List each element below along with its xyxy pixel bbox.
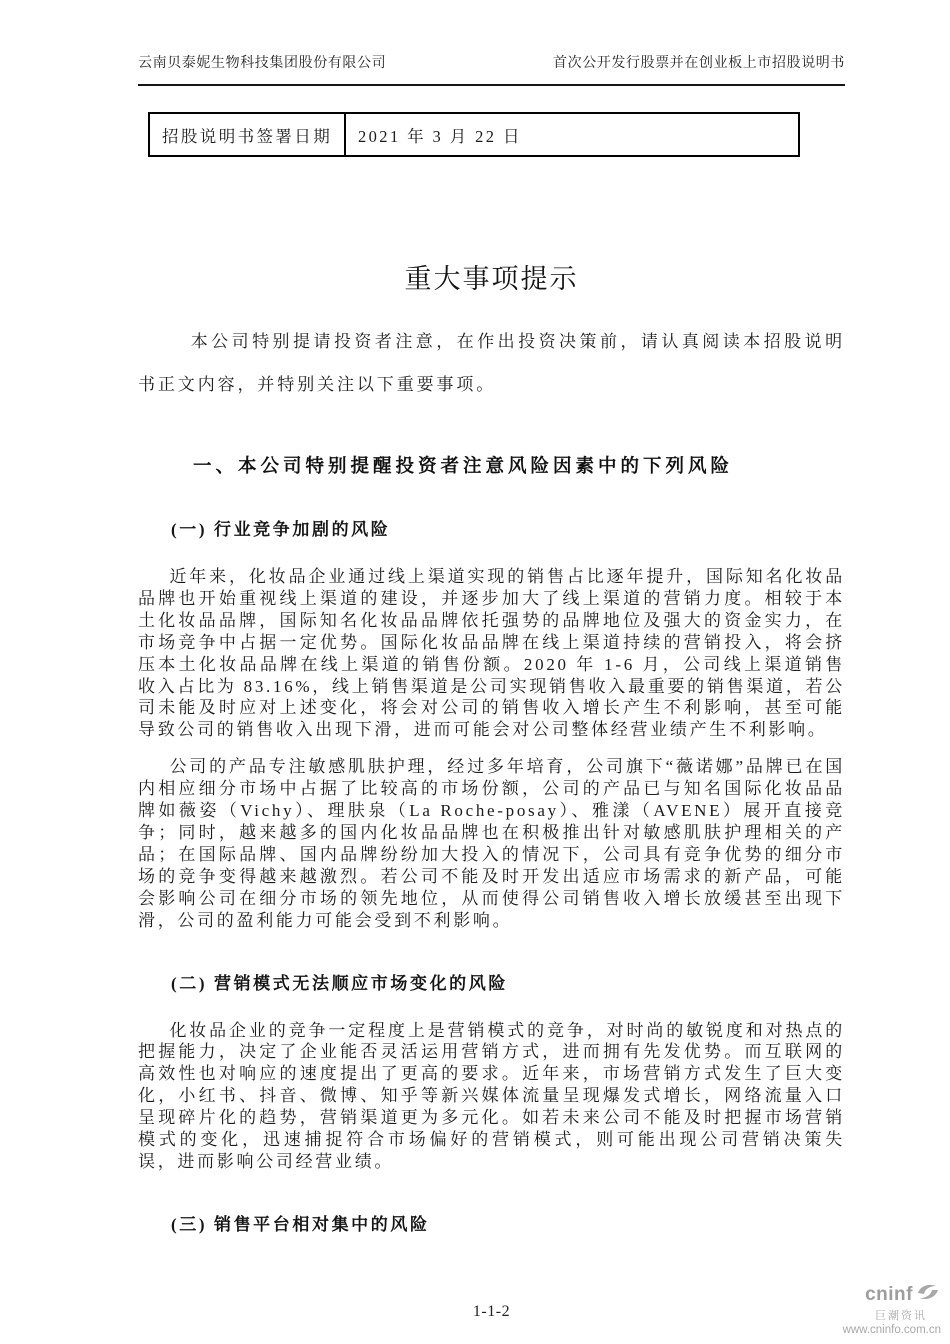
section-1-heading: 一、本公司特别提醒投资者注意风险因素中的下列风险 bbox=[193, 457, 734, 477]
page-title: 重大事项提示 bbox=[404, 264, 579, 294]
cninfo-url: www.cninfo.com.cn bbox=[842, 1323, 941, 1336]
signing-date-label: 招股说明书签署日期 bbox=[149, 113, 345, 156]
subsection-3-heading: (三) 销售平台相对集中的风险 bbox=[171, 1214, 430, 1234]
cninfo-watermark bbox=[843, 1280, 941, 1337]
page-number: 1-1-2 bbox=[472, 1303, 511, 1320]
signing-date-row bbox=[149, 113, 799, 156]
cninfo-logo-row bbox=[843, 1280, 941, 1309]
cninfo-swirl-icon bbox=[915, 1280, 941, 1309]
intro-paragraph: 本公司特别提请投资者注意，在作出投资决策前，请认真阅读本招股说明书正文内容，并特别关注以下重要事项。 bbox=[138, 332, 845, 394]
header-document-title: 首次公开发行股票并在创业板上市招股说明书 bbox=[553, 54, 845, 70]
cninfo-logo-text: cninf bbox=[865, 1283, 913, 1305]
page-content bbox=[138, 0, 845, 1261]
subsection-1-heading: (一) 行业竞争加剧的风险 bbox=[171, 520, 391, 539]
header-divider bbox=[138, 84, 845, 86]
signing-date-value: 2021 年 3 月 22 日 bbox=[345, 113, 799, 156]
subsection-2-paragraph-1: 化妆品企业的竞争一定程度上是营销模式的竞争，对时尚的敏锐度和对热点的把握能力，决定了企业能否灵活运用营销方式，进而拥有先发优势。而互联网的高效性也对响应的速度提出了更高的要求。近年来，市场营销方式发生了巨大变化，小红书、抖音、微博、知乎等新兴媒体流量呈现爆发式增长，网络流量入口呈现碎片化的趋势，营销渠道更为多元化。如若未来公司不能及时把握市场营销模式的变化，迅速捕捉符合市场偏好的营销模式，则可能出现公司营销决策失误，进而影响公司经营业绩。 bbox=[138, 1020, 845, 1171]
subsection-2-heading: (二) 营销模式无法顺应市场变化的风险 bbox=[171, 973, 508, 993]
signing-date-table bbox=[148, 112, 800, 157]
subsection-1-paragraph-1: 近年来，化妆品企业通过线上渠道实现的销售占比逐年提升，国际知名化妆品品牌也开始重视线上渠道的建设，并逐步加大了线上渠道的营销力度。相较于本土化妆品品牌，国际知名化妆品品牌依托强势的品牌地位及强大的资金实力，在市场竞争中占据一定优势。国际化妆品品牌在线上渠道持续的营销投入，将会挤压本土化妆品品牌在线上渠道的销售份额。2020 年 1-6 月，公司线上渠道销售收入占比为 83.16%，线上销售渠道是公司实现销售收入最重要的销售渠道，若公司未能及时应对上述变化，将会对公司的销售收入增长产生不利影响，甚至可能导致公司的销售收入出现下滑，进而可能会对公司整体经营业绩产生不利影响。 bbox=[138, 567, 845, 740]
running-header bbox=[138, 52, 845, 72]
subsection-1-paragraph-2: 公司的产品专注敏感肌肤护理，经过多年培育，公司旗下“薇诺娜”品牌已在国内相应细分市场中占据了比较高的市场份额，公司的产品已与知名国际化妆品品牌如薇姿（Vichy）、理肤泉（La Roche-posay）、雅漾（AVENE）展开直接竞争；同时，越来越多的国内化妆品品牌也在积极推出针对敏感肌肤护理相关的产品；在国际品牌、国内品牌纷纷加大投入的情况下，公司具有竞争优势的细分市场的竞争变得越来越激烈。若公司不能及时开发出适应市场需求的新产品，可能会影响公司在细分市场的领先地位，从而使得公司销售收入增长放缓甚至出现下滑，公司的盈利能力可能会受到不利影响。 bbox=[138, 757, 845, 930]
cninfo-chinese-name: 巨潮资讯 bbox=[875, 1310, 927, 1323]
header-company-name: 云南贝泰妮生物科技集团股份有限公司 bbox=[138, 54, 387, 70]
